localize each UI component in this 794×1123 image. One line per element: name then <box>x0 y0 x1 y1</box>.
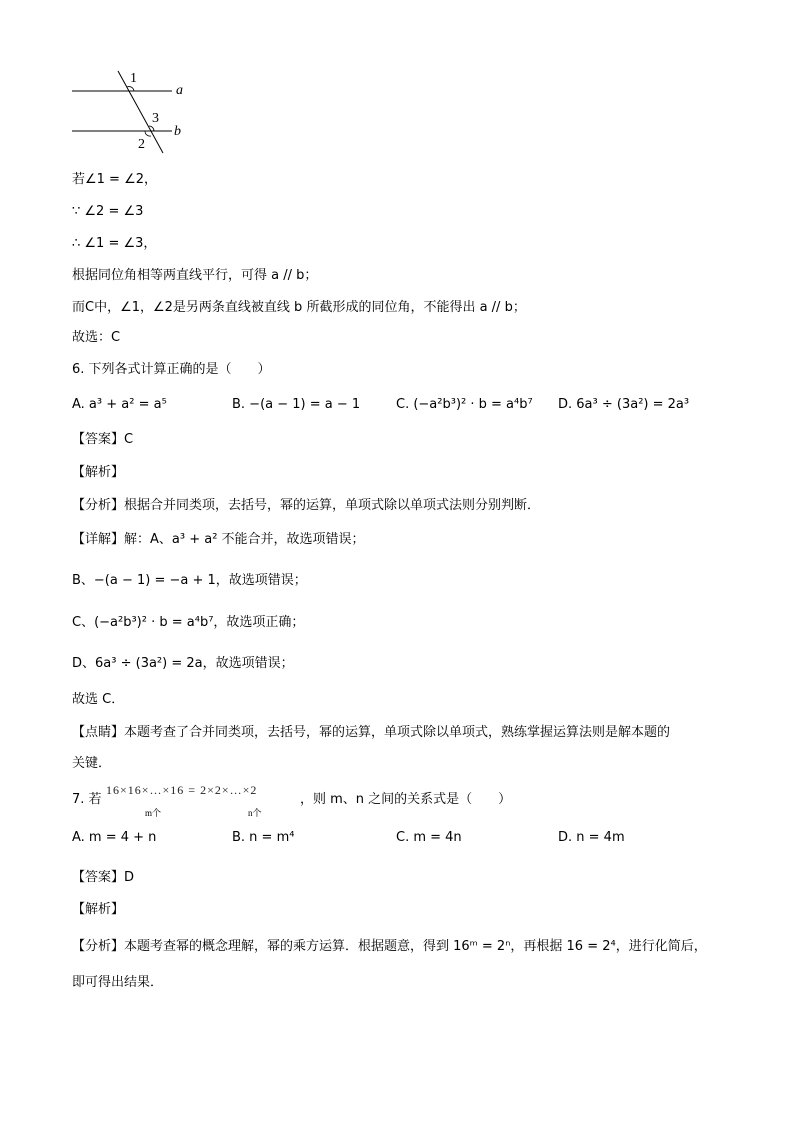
q7-stem-suffix: ，则 m、n 之间的关系式是（ ） <box>300 792 512 807</box>
q7-option-c: C. m = 4n <box>396 830 462 845</box>
q7-sub-n: n个 <box>248 808 262 818</box>
q7-option-b: B. n = m⁴ <box>232 830 295 845</box>
angle-2-arc <box>145 131 151 136</box>
q6-option-d: D. 6a³ ÷ (3a²) = 2a³ <box>558 397 690 412</box>
q6-option-c: C. (−a²b³)² · b = a⁴b⁷ <box>396 397 533 412</box>
q7-option-d: D. n = 4m <box>558 830 625 845</box>
label-a: a <box>176 83 183 98</box>
proof-line-2: ∵ ∠2 = ∠3 <box>72 204 144 219</box>
q7-sub-m: m个 <box>145 808 162 818</box>
q7-fenxi-1: 【分析】本题考查幂的概念理解，幂的乘方运算．根据题意，得到 16ᵐ = 2ⁿ，再根据 16 = 2⁴，进行化简后， <box>72 939 707 954</box>
label-2: 2 <box>138 137 145 152</box>
q6-option-a: A. a³ + a² = a⁵ <box>72 397 167 412</box>
proof-line-3: ∴ ∠1 = ∠3， <box>72 236 157 251</box>
q6-analysis-heading: 【解析】 <box>72 465 125 480</box>
label-3: 3 <box>152 111 159 126</box>
q6-stem: 6. 下列各式计算正确的是（ ） <box>72 362 271 377</box>
proof-line-5: 而C中，∠1，∠2是另两条直线被直线 b 所截形成的同位角，不能得出 a // b； <box>72 300 526 315</box>
q6-xiangjie: 【详解】解：A、a³ + a² 不能合并，故选项错误； <box>72 532 365 547</box>
q7-option-a: A. m = 4 + n <box>72 830 157 845</box>
proof-line-1: 若∠1 = ∠2， <box>72 172 158 187</box>
q6-choose: 故选 C． <box>72 692 125 707</box>
q7-fenxi-2: 即可得出结果． <box>72 975 164 990</box>
proof-line-4: 根据同位角相等两直线平行，可得 a // b； <box>72 268 318 283</box>
q7-analysis-heading: 【解析】 <box>72 902 125 917</box>
q7-stem-prefix: 7. 若 <box>72 792 102 807</box>
q6-answer: 【答案】C <box>72 432 134 447</box>
q6-explain-c: C、(−a²b³)² · b = a⁴b⁷，故选项正确； <box>72 615 305 630</box>
proof-line-6: 故选：C <box>72 330 121 345</box>
q6-dianjing-2: 关键． <box>72 756 112 771</box>
label-1: 1 <box>130 71 137 86</box>
q6-option-b: B. −(a − 1) = a − 1 <box>232 397 361 412</box>
q7-answer: 【答案】D <box>72 870 135 885</box>
q7-garbled-expression: 16×16×…×16 = 2×2×…×2 <box>106 783 258 797</box>
q6-explain-b: B、−(a − 1) = −a + 1，故选项错误； <box>72 573 307 588</box>
label-b: b <box>174 124 181 139</box>
parallel-lines-figure <box>68 68 198 158</box>
q6-explain-d: D、6a³ ÷ (3a²) = 2a，故选项错误； <box>72 656 294 671</box>
q6-dianjing-1: 【点睛】本题考查了合并同类项，去括号，幂的运算，单项式除以单项式，熟练掌握运算法则是解本题的 <box>72 725 671 740</box>
q6-fenxi: 【分析】根据合并同类项，去括号，幂的运算，单项式除以单项式法则分别判断． <box>72 498 541 513</box>
